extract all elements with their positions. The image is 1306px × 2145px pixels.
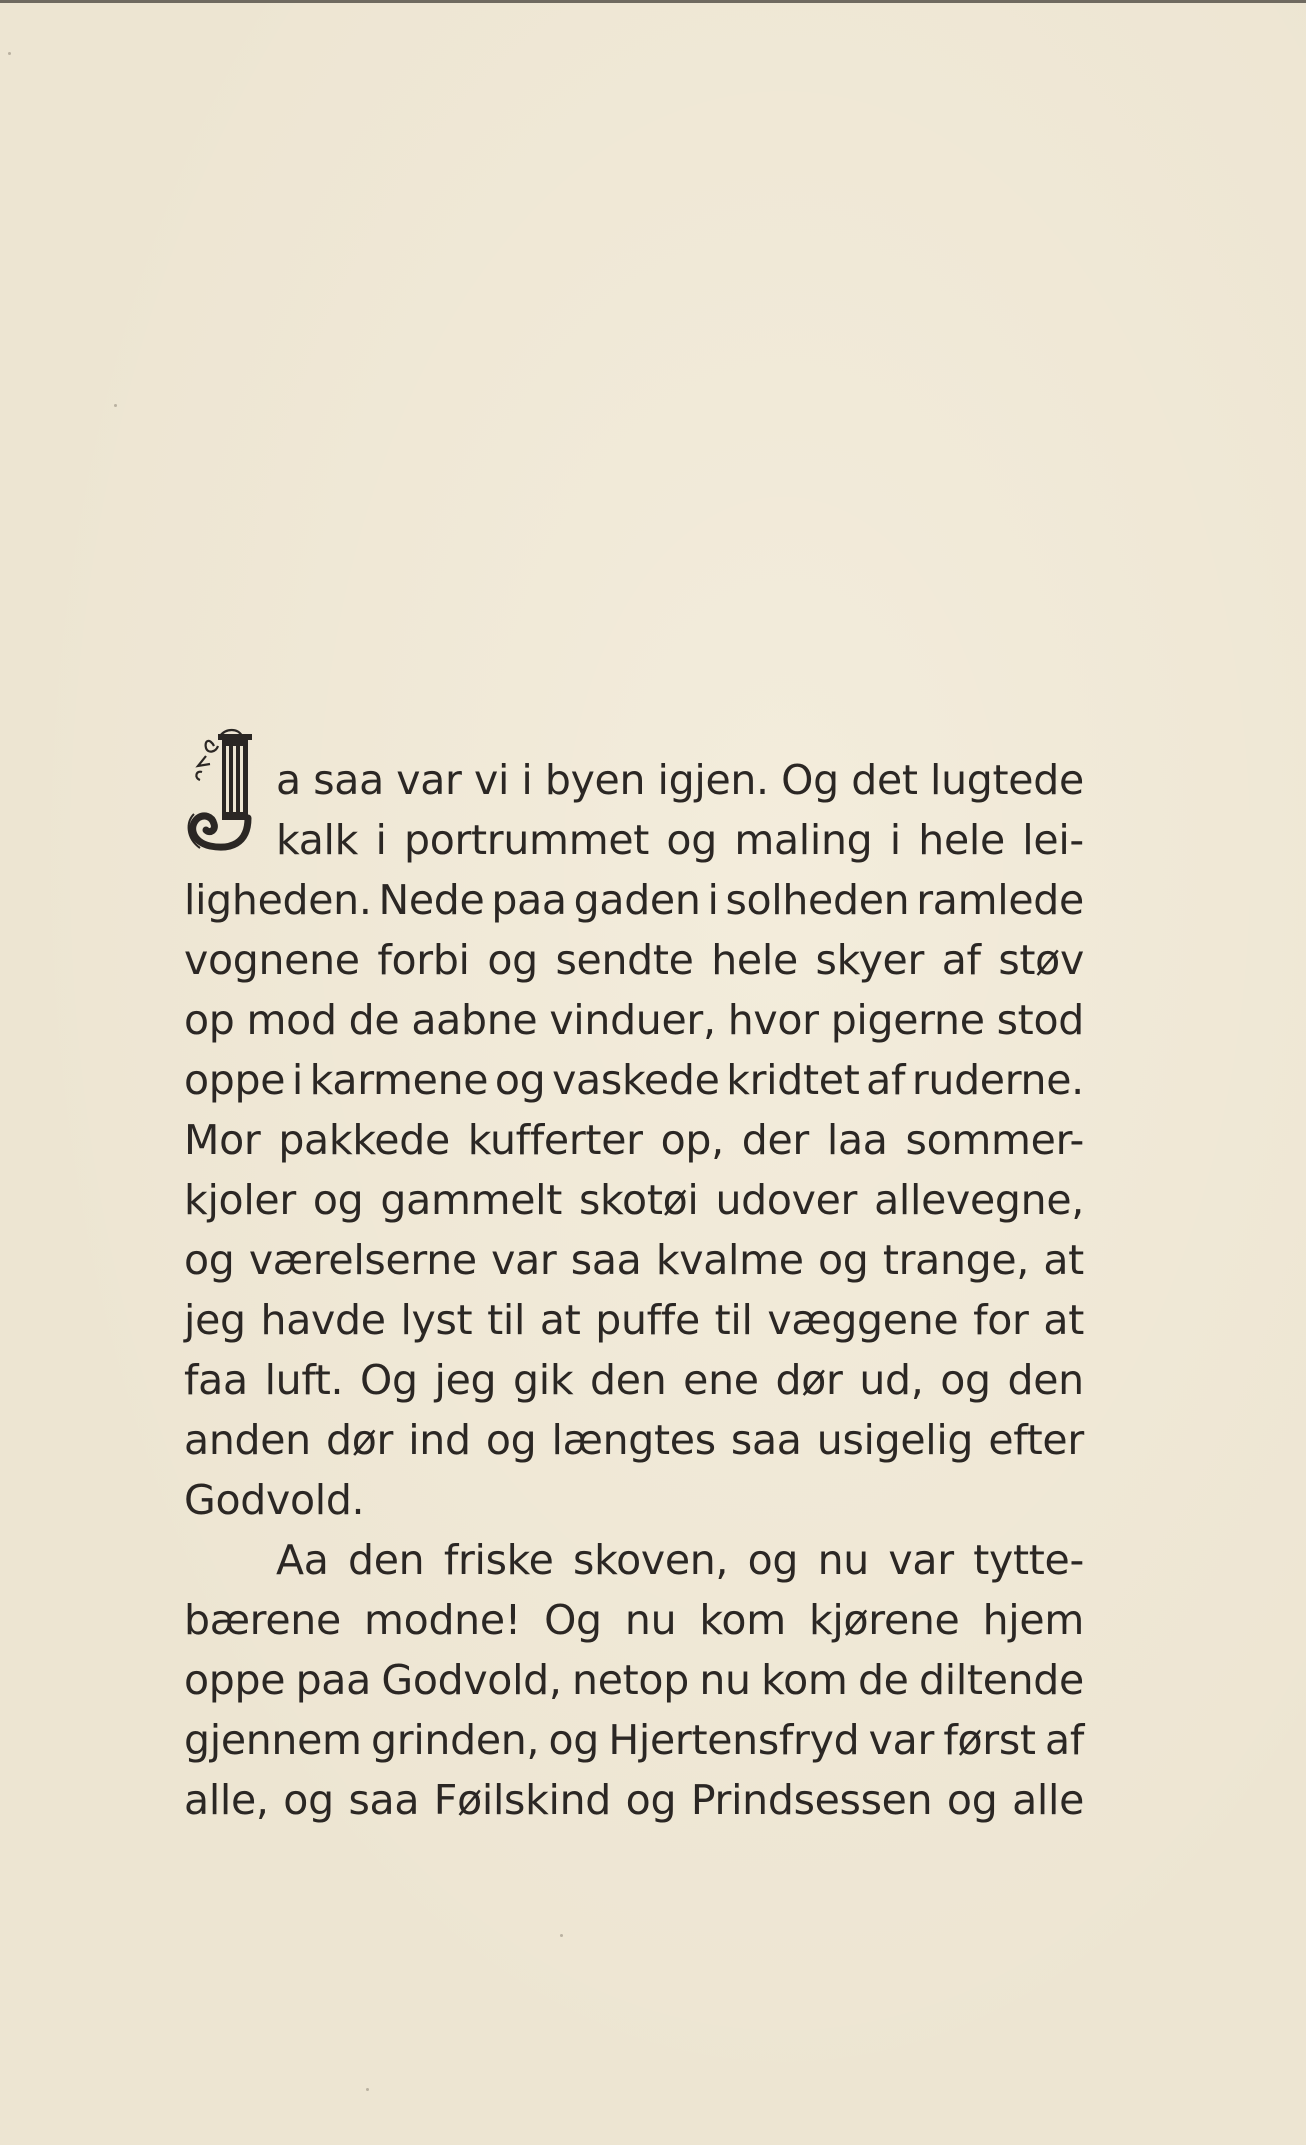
word: tytte- <box>973 1536 1084 1584</box>
text-line <box>184 750 1084 810</box>
word: kom <box>699 1596 786 1644</box>
word: stod <box>996 996 1084 1044</box>
word: ind <box>408 1416 471 1464</box>
word: af <box>866 1056 906 1104</box>
word: bærene <box>184 1596 341 1644</box>
line-text <box>184 1650 1084 1710</box>
word: netop <box>572 1656 689 1704</box>
word: alle <box>1012 1776 1084 1824</box>
word: kjoler <box>184 1176 296 1224</box>
word: Og <box>781 756 839 804</box>
line-text <box>184 1290 1084 1350</box>
word: vognene <box>184 936 360 984</box>
line-text <box>184 1050 1084 1110</box>
word: lugtede <box>930 756 1084 804</box>
word: den <box>590 1356 667 1404</box>
word: var <box>396 756 462 804</box>
word: at <box>1043 1296 1084 1344</box>
paper-speck <box>114 404 117 407</box>
word: til <box>487 1296 526 1344</box>
word: væggene <box>767 1296 959 1344</box>
word: igjen. <box>657 756 769 804</box>
text-line <box>184 1530 1084 1590</box>
word: op, <box>660 1116 724 1164</box>
word: efter <box>988 1416 1084 1464</box>
word: gjennem <box>184 1716 362 1764</box>
text-line <box>184 1110 1084 1170</box>
text-line <box>184 1470 1084 1530</box>
word: allevegne, <box>874 1176 1084 1224</box>
word: den <box>348 1536 425 1584</box>
word: saa <box>313 756 384 804</box>
line-text <box>184 1410 1084 1470</box>
word: ud, <box>859 1356 924 1404</box>
word: op <box>184 996 235 1044</box>
word: jeg <box>184 1296 246 1344</box>
word: støv <box>998 936 1084 984</box>
word: pigerne <box>830 996 985 1044</box>
word: værelserne <box>248 1236 477 1284</box>
word: af <box>941 936 981 984</box>
word: og <box>312 1176 364 1224</box>
paper-speck <box>560 1934 563 1937</box>
word: i <box>375 816 387 864</box>
line-text <box>184 1590 1084 1650</box>
word: i <box>707 876 719 924</box>
word: aabne <box>411 996 538 1044</box>
line-text <box>184 870 1084 930</box>
word: hele <box>711 936 798 984</box>
text-line <box>184 990 1084 1050</box>
word: vinduer, <box>549 996 716 1044</box>
word: saa <box>348 1776 420 1824</box>
word: hele <box>918 816 1005 864</box>
body-text <box>184 750 1084 1830</box>
line-text <box>184 1710 1084 1770</box>
word: diltende <box>919 1656 1084 1704</box>
word: var <box>491 1236 557 1284</box>
word: solheden <box>725 876 910 924</box>
word: det <box>851 756 918 804</box>
word: Godvold, <box>381 1656 562 1704</box>
line-text: Godvold. <box>184 1476 365 1524</box>
word: Nede <box>378 876 485 924</box>
word: oppe <box>184 1056 286 1104</box>
word: var <box>888 1536 954 1584</box>
line-text <box>184 1230 1084 1290</box>
line-text <box>184 1110 1084 1170</box>
word: mod <box>246 996 337 1044</box>
word: kalk <box>276 816 359 864</box>
word: oppe <box>184 1656 286 1704</box>
word: trange, <box>882 1236 1030 1284</box>
word: kufferter <box>467 1116 643 1164</box>
word: i <box>889 816 901 864</box>
word: lyst <box>400 1296 473 1344</box>
word: anden <box>184 1416 311 1464</box>
word: og <box>946 1776 998 1824</box>
word: og <box>625 1776 677 1824</box>
word: maling <box>734 816 873 864</box>
word: først <box>943 1716 1036 1764</box>
word: portrummet <box>403 816 650 864</box>
word: udover <box>715 1176 858 1224</box>
word: hjem <box>982 1596 1084 1644</box>
word: ruderne. <box>911 1056 1084 1104</box>
word: skyer <box>815 936 925 984</box>
word: paa <box>491 876 567 924</box>
word: a <box>276 756 301 804</box>
word: luft. <box>264 1356 344 1404</box>
text-line <box>184 1650 1084 1710</box>
word: de <box>857 1656 909 1704</box>
word: at <box>539 1296 581 1344</box>
text-line <box>184 810 1084 870</box>
text-line <box>184 1770 1084 1830</box>
word: at <box>1043 1236 1084 1284</box>
word: paa <box>295 1656 371 1704</box>
word: ene <box>683 1356 759 1404</box>
word: havde <box>260 1296 386 1344</box>
word: Prindsessen <box>690 1776 933 1824</box>
word: Og <box>544 1596 602 1644</box>
word: vi <box>473 756 510 804</box>
paper-speck <box>8 52 11 55</box>
word: nu <box>624 1596 677 1644</box>
text-line <box>184 1350 1084 1410</box>
word: kom <box>761 1656 848 1704</box>
word: kjørene <box>808 1596 960 1644</box>
word: Føilskind <box>433 1776 612 1824</box>
word: og <box>666 816 717 864</box>
word: friske <box>443 1536 554 1584</box>
word: laa <box>826 1116 888 1164</box>
word: sommer- <box>905 1116 1084 1164</box>
word: og <box>487 936 538 984</box>
line-text <box>276 1530 1084 1590</box>
word: sendte <box>555 936 694 984</box>
word: og <box>494 1056 546 1104</box>
text-line <box>184 870 1084 930</box>
word: kvalme <box>655 1236 804 1284</box>
text-line <box>184 1410 1084 1470</box>
word: og <box>548 1716 600 1764</box>
word: grinden, <box>371 1716 540 1764</box>
word: og <box>485 1416 537 1464</box>
word: i <box>521 756 533 804</box>
word: alle, <box>184 1776 269 1824</box>
word: usigelig <box>816 1416 974 1464</box>
text-line <box>184 1230 1084 1290</box>
line-text <box>184 1350 1084 1410</box>
word: der <box>741 1116 809 1164</box>
line-text <box>184 990 1084 1050</box>
text-line <box>184 1290 1084 1350</box>
word: Hjertensfryd <box>608 1716 860 1764</box>
word: Og <box>360 1356 418 1404</box>
word: saa <box>570 1236 642 1284</box>
word: nu <box>817 1536 869 1584</box>
word: puffe <box>595 1296 700 1344</box>
text-line <box>184 1590 1084 1650</box>
word: og <box>818 1236 869 1284</box>
text-line <box>184 1710 1084 1770</box>
word: af <box>1045 1716 1084 1764</box>
word: Mor <box>184 1116 261 1164</box>
word: til <box>714 1296 753 1344</box>
line-text <box>184 930 1084 990</box>
word: jeg <box>434 1356 497 1404</box>
word: ligheden. <box>184 876 372 924</box>
word: dør <box>326 1416 394 1464</box>
word: lei- <box>1022 816 1084 864</box>
word: ramlede <box>916 876 1084 924</box>
word: saa <box>730 1416 802 1464</box>
word: modne! <box>364 1596 521 1644</box>
word: i <box>291 1056 303 1104</box>
word: nu <box>699 1656 751 1704</box>
word: og <box>940 1356 991 1404</box>
word: for <box>973 1296 1029 1344</box>
line-text <box>276 810 1084 870</box>
word: pakkede <box>278 1116 450 1164</box>
word: de <box>348 996 400 1044</box>
word: og <box>184 1236 235 1284</box>
word: hvor <box>727 996 819 1044</box>
word: længtes <box>551 1416 716 1464</box>
word: byen <box>544 756 646 804</box>
word: vaskede <box>552 1056 720 1104</box>
paper-speck <box>366 2088 369 2091</box>
word: karmene <box>309 1056 489 1104</box>
word: gammelt <box>380 1176 563 1224</box>
word: Aa <box>276 1536 329 1584</box>
word: dør <box>775 1356 843 1404</box>
line-text <box>276 750 1084 810</box>
text-line <box>184 1170 1084 1230</box>
word: gaden <box>573 876 701 924</box>
word: den <box>1007 1356 1084 1404</box>
word: gik <box>513 1356 574 1404</box>
word: og <box>747 1536 799 1584</box>
word: og <box>283 1776 334 1824</box>
text-line <box>184 930 1084 990</box>
word: faa <box>184 1356 248 1404</box>
text-line <box>184 1050 1084 1110</box>
word: forbi <box>377 936 470 984</box>
line-text <box>184 1770 1084 1830</box>
line-text <box>184 1170 1084 1230</box>
word: kridtet <box>726 1056 860 1104</box>
word: skotøi <box>579 1176 699 1224</box>
word: var <box>868 1716 935 1764</box>
page-top-edge <box>0 0 1306 3</box>
word: skoven, <box>573 1536 729 1584</box>
